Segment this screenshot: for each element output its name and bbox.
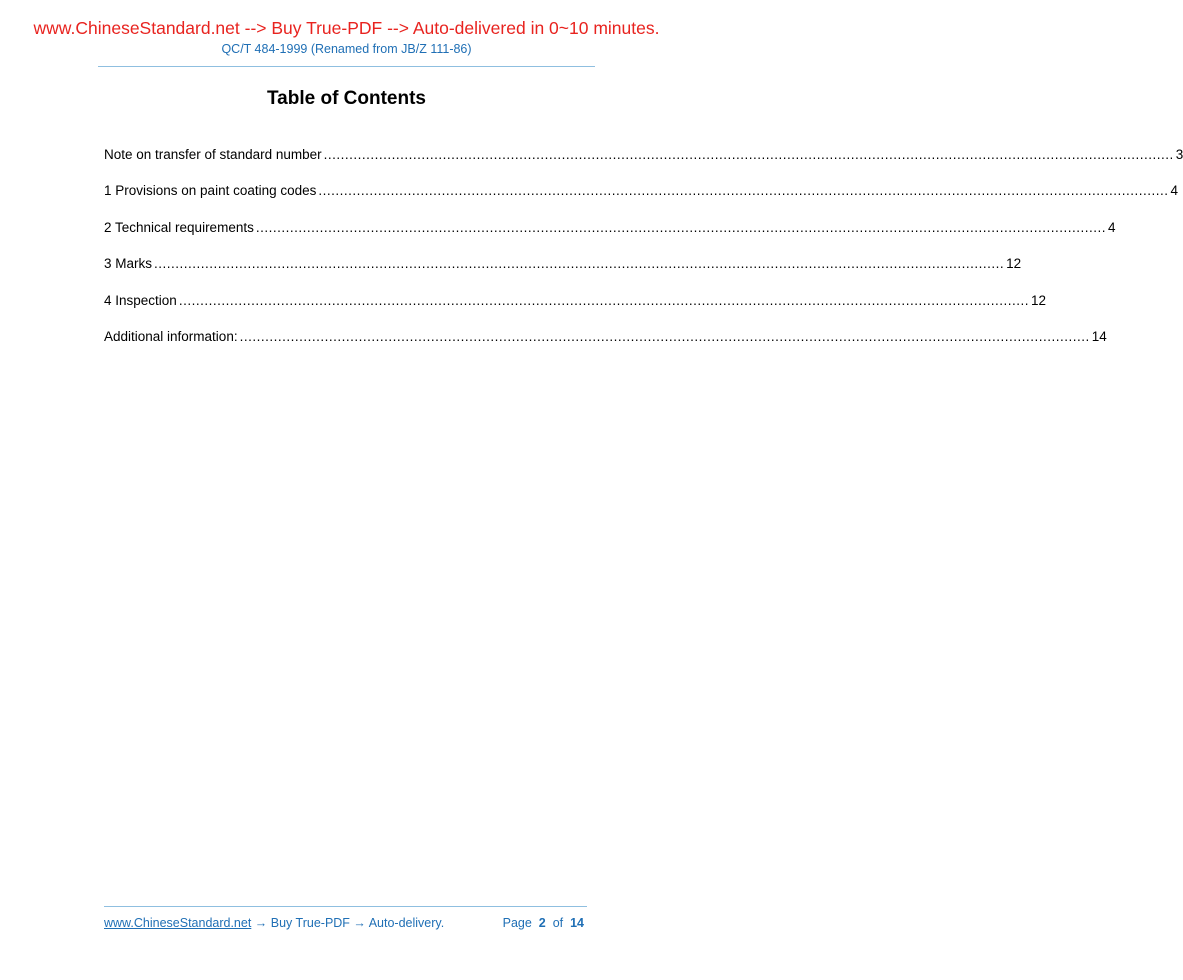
footer-site-link[interactable]: www.ChineseStandard.net — [104, 916, 252, 930]
page-title: Table of Contents — [266, 88, 427, 109]
toc-dot-leader: ........................................................................................................................................................................................................ — [154, 256, 1005, 272]
page-current: 2 — [538, 916, 546, 930]
toc-entry-page: 4 — [1170, 183, 1179, 199]
toc-entry-page: 12 — [1006, 256, 1022, 272]
footer-tagline: → Buy True-PDF → Auto-delivery. — [251, 916, 445, 930]
toc-entry-label: 2 Technical requirements — [104, 219, 254, 235]
toc-entry-label: 1 Provisions on paint coating codes — [104, 183, 317, 199]
page-footer — [104, 916, 587, 930]
toc-dot-leader: ........................................................................................................................................................................................................ — [318, 183, 1169, 199]
page-prefix: Page — [502, 916, 532, 930]
toc-dot-leader: ........................................................................................................................................................................................................ — [178, 292, 1029, 308]
toc-entry[interactable] — [104, 292, 1046, 328]
toc-entry[interactable] — [104, 146, 1183, 182]
header-divider — [98, 66, 595, 67]
toc-dot-leader: ........................................................................................................................................................................................................ — [323, 147, 1174, 162]
toc-dot-leader: ........................................................................................................................................................................................................ — [255, 219, 1106, 235]
toc-entry-label: 4 Inspection — [104, 292, 177, 308]
page-number — [503, 916, 584, 930]
footer-divider — [104, 906, 587, 907]
toc-entry[interactable] — [104, 328, 1107, 364]
page-of: of — [552, 916, 564, 930]
toc-entry-label: Note on transfer of standard number — [104, 147, 322, 162]
toc-entry-page: 3 — [1175, 147, 1183, 162]
toc-entry-page: 4 — [1108, 219, 1116, 235]
toc-entry-label: Additional information: — [104, 328, 238, 344]
toc-entry[interactable] — [104, 182, 1179, 218]
page-total: 14 — [570, 916, 584, 930]
site-banner[interactable]: www.ChineseStandard.net --> Buy True-PDF --> Auto-delivered in 0~10 minutes. — [33, 18, 660, 38]
toc-entry-page: 14 — [1091, 328, 1107, 344]
toc-entry[interactable] — [104, 219, 1116, 255]
document-code: QC/T 484-1999 (Renamed from JB/Z 111-86) — [221, 42, 472, 56]
toc-entry-page: 12 — [1030, 292, 1046, 308]
toc-dot-leader: ........................................................................................................................................................................................................ — [239, 328, 1090, 344]
toc-entry-label: 3 Marks — [104, 256, 153, 272]
toc-entry[interactable] — [104, 255, 1022, 291]
toc-list — [104, 146, 1183, 364]
